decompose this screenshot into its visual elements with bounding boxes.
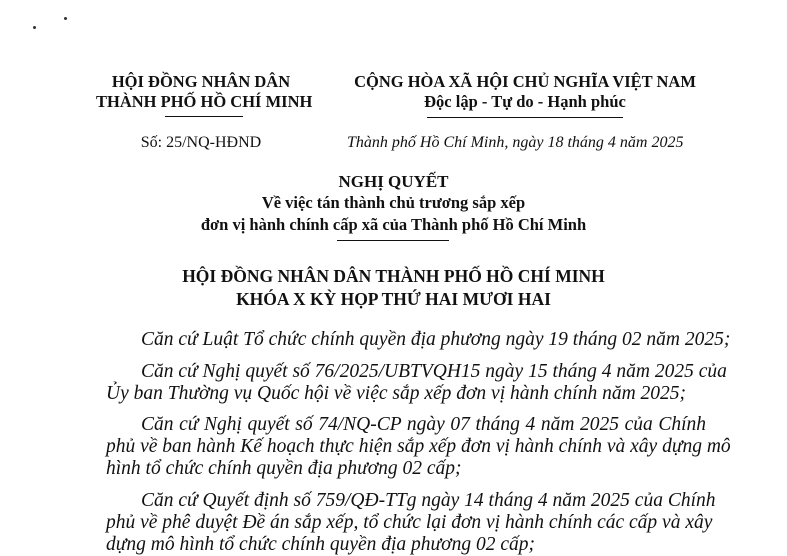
country-name: CỘNG HÒA XÃ HỘI CHỦ NGHĨA VIỆT NAM: [354, 72, 696, 91]
council-session: KHÓA X KỲ HỌP THỨ HAI MƯƠI HAI: [236, 289, 551, 309]
legal-basis-paragraph: [106, 329, 731, 351]
document-number: Số: 25/NQ-HĐND: [140, 134, 262, 151]
subject-line-1: Về việc tán thành chủ trương sắp xếp: [261, 193, 526, 212]
issuer-name-line2: THÀNH PHỐ HỒ CHÍ MINH: [96, 92, 313, 111]
paragraph-line: dựng mô hình tổ chức chính quyền địa phương 02 cấp;: [106, 534, 535, 555]
legal-basis-paragraph: [106, 361, 727, 405]
paragraph-line: phủ về phê duyệt Đề án sắp xếp, tổ chức lại đơn vị hành chính các cấp và xây: [106, 512, 713, 533]
place-date: Thành phố Hồ Chí Minh, ngày 18 tháng 4 năm 2025: [347, 134, 684, 151]
paragraph-line: phủ về ban hành Kế hoạch thực hiện sắp xếp đơn vị hành chính và xây dựng mô: [106, 436, 731, 457]
council-name: HỘI ĐỒNG NHÂN DÂN THÀNH PHỐ HỒ CHÍ MINH: [182, 266, 605, 286]
issuer-name-line1: HỘI ĐỒNG NHÂN DÂN: [111, 72, 291, 91]
paragraph-line: Căn cứ Nghị quyết số 76/2025/UBTVQH15 ngày 15 tháng 4 năm 2025 của: [141, 361, 727, 382]
issuer-underline: [165, 116, 243, 117]
paragraph-line: Căn cứ Nghị quyết số 74/NQ-CP ngày 07 tháng 4 năm 2025 của Chính: [141, 414, 706, 435]
subject-line-2: đơn vị hành chính cấp xã của Thành phố Hồ Chí Minh: [200, 215, 587, 234]
paragraph-line: Căn cứ Quyết định số 759/QĐ-TTg ngày 14 tháng 4 năm 2025 của Chính: [141, 490, 716, 511]
paragraph-line: hình tổ chức chính quyền địa phương 02 cấp;: [106, 458, 462, 479]
paragraph-line: Ủy ban Thường vụ Quốc hội về việc sắp xếp đơn vị hành chính năm 2025;: [106, 383, 687, 404]
national-motto: Độc lập - Tự do - Hạnh phúc: [424, 92, 626, 111]
legal-basis-paragraph: [106, 414, 731, 480]
motto-underline: [427, 117, 623, 118]
title-underline: [337, 240, 449, 241]
scan-speck: [33, 26, 36, 29]
legal-basis-paragraph: [106, 490, 716, 556]
document-title: NGHỊ QUYẾT: [338, 172, 449, 191]
paragraph-line: Căn cứ Luật Tổ chức chính quyền địa phương ngày 19 tháng 02 năm 2025;: [141, 329, 731, 350]
scan-speck: [64, 17, 67, 20]
